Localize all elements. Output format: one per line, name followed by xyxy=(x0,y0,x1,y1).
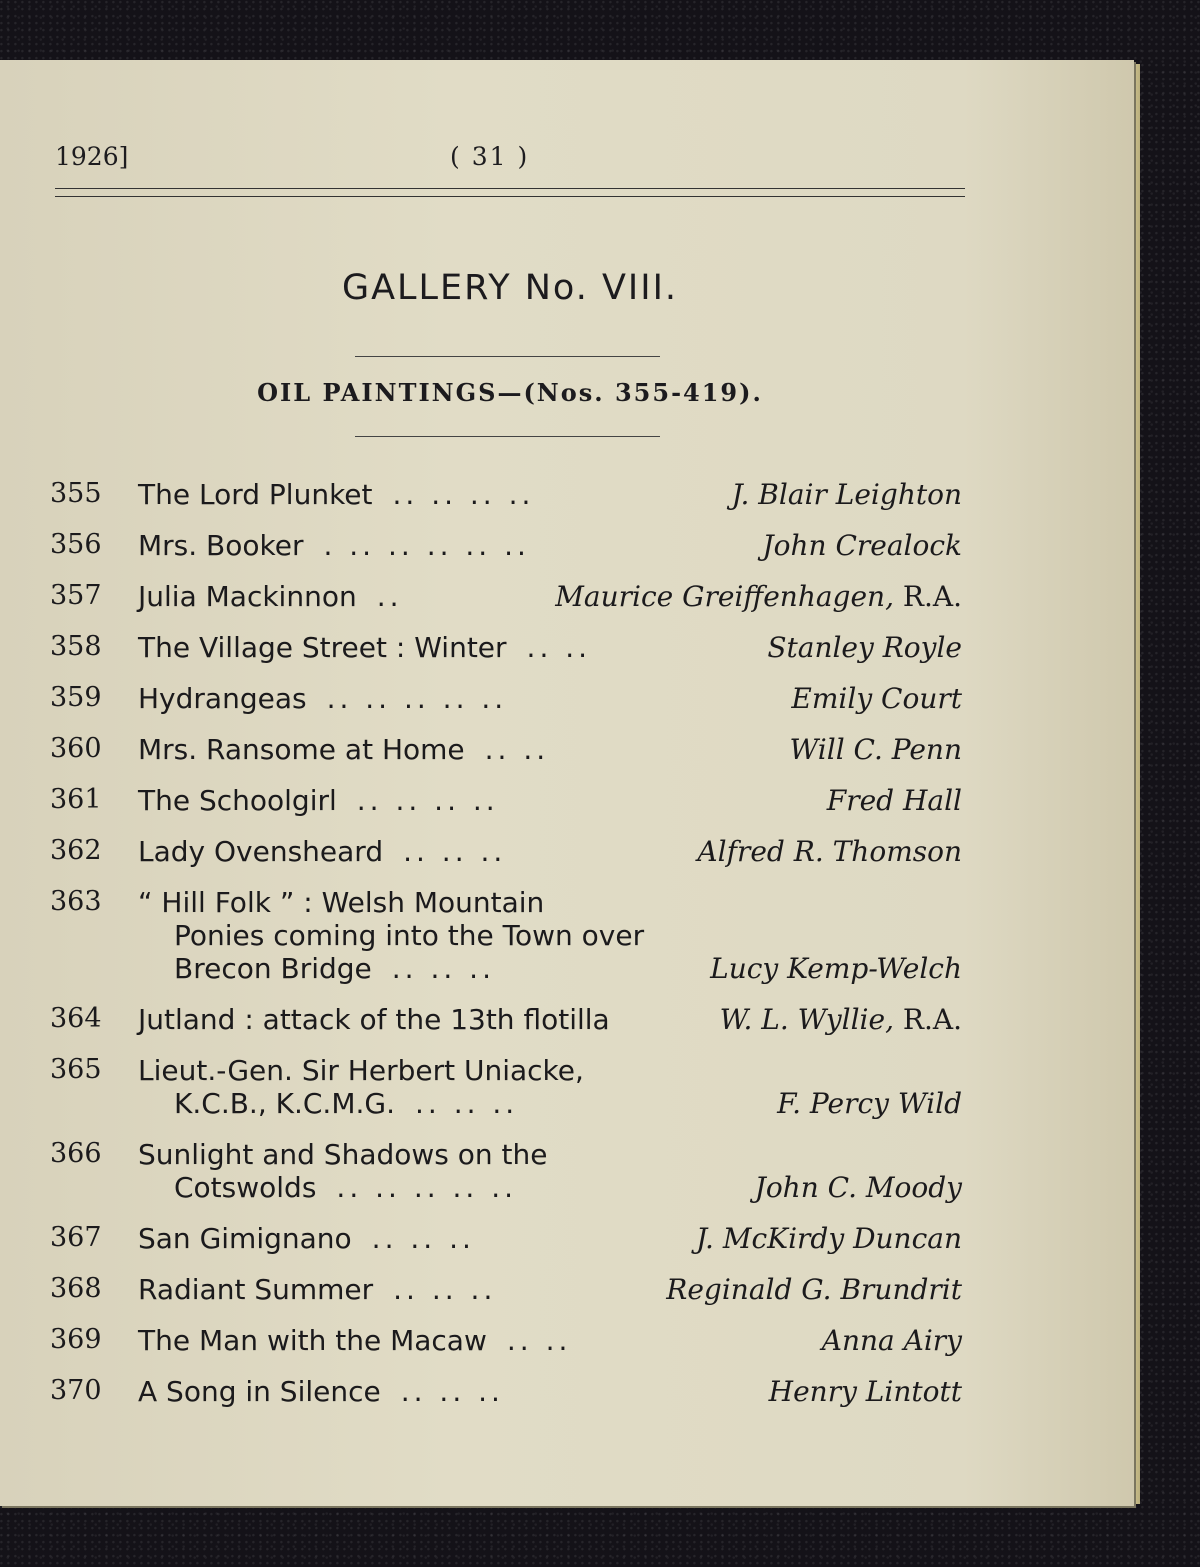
artist-name: Henry Lintott xyxy=(768,1375,962,1408)
entry-title-line xyxy=(174,952,495,985)
entry-title-text: Ponies coming into the Town over xyxy=(174,919,645,952)
catalogue-entry xyxy=(50,1324,962,1363)
artist-name: Fred Hall xyxy=(826,784,962,817)
entry-number: 366 xyxy=(50,1138,102,1169)
entry-title-line xyxy=(138,631,591,664)
catalogue-entry xyxy=(50,784,962,823)
artist-name: Anna Airy xyxy=(821,1324,962,1357)
entry-title-text: Sunlight and Shadows on the xyxy=(138,1138,548,1171)
catalogue-entry xyxy=(50,1222,962,1261)
catalogue-entry xyxy=(50,631,962,670)
entry-title-line xyxy=(138,1324,571,1357)
artist-name: J. Blair Leighton xyxy=(731,478,962,511)
entry-artist xyxy=(777,1087,962,1120)
entry-artist xyxy=(827,784,962,817)
leader-dots: .. .. .. .. .. xyxy=(336,1171,518,1204)
catalogue-entry xyxy=(50,1138,962,1210)
header-year: 1926] xyxy=(55,142,129,171)
entry-title-line xyxy=(174,919,644,952)
artist-name: Will C. Penn xyxy=(789,733,962,766)
entry-title-text: Mrs. Booker xyxy=(138,529,304,562)
entry-number: 355 xyxy=(50,478,102,509)
artist-name: Lucy Kemp-Welch xyxy=(710,952,962,985)
entry-number: 370 xyxy=(50,1375,102,1406)
entry-artist xyxy=(555,580,962,613)
catalogue-entry xyxy=(50,1273,962,1312)
title-rule xyxy=(355,356,660,357)
entry-title-line xyxy=(138,1003,610,1036)
artist-name: W. L. Wyllie, xyxy=(719,1003,894,1036)
entry-number: 365 xyxy=(50,1054,102,1085)
leader-dots: .. .. .. xyxy=(391,952,495,985)
catalogue-entry xyxy=(50,1375,962,1414)
catalogue-entry xyxy=(50,682,962,721)
page-number: ( 31 ) xyxy=(450,142,530,171)
catalogue-entry xyxy=(50,733,962,772)
artist-name: John Crealock xyxy=(762,529,962,562)
artist-name: Maurice Greiffenhagen, xyxy=(555,580,894,613)
entry-artist xyxy=(731,478,962,511)
entry-artist xyxy=(762,529,962,562)
entry-title-line xyxy=(138,1273,496,1306)
leader-dots: . .. .. .. .. .. xyxy=(323,529,530,562)
entry-title-text: The Village Street : Winter xyxy=(138,631,507,664)
page-header xyxy=(55,140,965,180)
entry-title-text: Mrs. Ransome at Home xyxy=(138,733,465,766)
entry-number: 369 xyxy=(50,1324,102,1355)
entry-artist xyxy=(666,1273,962,1306)
catalogue-entry xyxy=(50,478,962,517)
entry-title-line xyxy=(138,1222,475,1255)
artist-name: Alfred R. Thomson xyxy=(697,835,962,868)
artist-name: J. McKirdy Duncan xyxy=(695,1222,962,1255)
catalogue-entry xyxy=(50,1003,962,1042)
entry-title-line xyxy=(174,1087,518,1120)
artist-suffix: R.A. xyxy=(893,1003,962,1036)
entry-number: 357 xyxy=(50,580,102,611)
entry-title-text: Hydrangeas xyxy=(138,682,307,715)
entry-title-line xyxy=(138,580,403,613)
entry-title-line xyxy=(138,886,544,919)
gallery-title: GALLERY No. VIII. xyxy=(341,268,679,308)
leader-dots: .. .. xyxy=(484,733,550,766)
entry-title-text: Radiant Summer xyxy=(138,1273,374,1306)
catalogue-entry xyxy=(50,580,962,619)
leader-dots: .. .. .. xyxy=(400,1375,504,1408)
entry-title-text: Julia Mackinnon xyxy=(138,580,357,613)
entry-number: 356 xyxy=(50,529,102,560)
entry-title-line xyxy=(138,1054,584,1087)
entry-title-line xyxy=(138,733,549,766)
artist-name: Reginald G. Brundrit xyxy=(666,1273,962,1306)
entry-number: 363 xyxy=(50,886,102,917)
entry-title-text: Cotswolds xyxy=(174,1171,317,1204)
subtitle-rule xyxy=(355,436,660,437)
entry-title-text: Lieut.-Gen. Sir Herbert Uniacke, xyxy=(138,1054,584,1087)
leader-dots: .. xyxy=(376,580,403,613)
entry-artist xyxy=(791,682,962,715)
entry-number: 358 xyxy=(50,631,102,662)
entry-artist xyxy=(767,631,962,664)
leader-dots: .. .. .. .. xyxy=(392,478,535,511)
entry-number: 359 xyxy=(50,682,102,713)
leader-dots: .. .. .. .. .. xyxy=(326,682,508,715)
leader-dots: .. .. .. xyxy=(371,1222,475,1255)
entry-title-text: “ Hill Folk ” : Welsh Mountain xyxy=(138,886,545,919)
entry-artist xyxy=(755,1171,962,1204)
entry-number: 367 xyxy=(50,1222,102,1253)
entry-title-text: San Gimignano xyxy=(138,1222,352,1255)
leader-dots: .. .. .. .. xyxy=(356,784,499,817)
entry-number: 368 xyxy=(50,1273,102,1304)
entry-title-line xyxy=(138,682,507,715)
entry-title-text: Brecon Bridge xyxy=(174,952,372,985)
entry-title-text: Jutland : attack of the 13th flotilla xyxy=(138,1003,610,1036)
entry-title-text: The Man with the Macaw xyxy=(138,1324,487,1357)
entry-title-text: K.C.B., K.C.M.G. xyxy=(174,1087,395,1120)
entry-title-line xyxy=(138,1375,504,1408)
artist-name: John C. Moody xyxy=(754,1171,962,1204)
entry-artist xyxy=(696,1222,962,1255)
section-subtitle: OIL PAINTINGS—(Nos. 355-419). xyxy=(257,378,763,407)
entry-artist xyxy=(697,835,962,868)
entry-number: 364 xyxy=(50,1003,102,1034)
artist-name: Emily Court xyxy=(791,682,962,715)
leader-dots: .. .. .. xyxy=(393,1273,497,1306)
entry-title-line xyxy=(174,1171,517,1204)
entry-artist xyxy=(822,1324,962,1357)
entry-title-line xyxy=(138,529,530,562)
header-double-rule xyxy=(55,188,965,197)
entry-title-line xyxy=(138,835,506,868)
entry-title-line xyxy=(138,784,499,817)
entry-number: 362 xyxy=(50,835,102,866)
entry-title-text: A Song in Silence xyxy=(138,1375,381,1408)
catalogue-entry xyxy=(50,1054,962,1126)
catalogue-entry xyxy=(50,529,962,568)
entry-title-text: The Schoolgirl xyxy=(138,784,337,817)
catalogue-entry xyxy=(50,835,962,874)
entry-number: 360 xyxy=(50,733,102,764)
entry-artist xyxy=(790,733,963,766)
entry-title-text: Lady Ovensheard xyxy=(138,835,384,868)
catalogue-entry xyxy=(50,886,962,991)
entry-number: 361 xyxy=(50,784,102,815)
leader-dots: .. .. xyxy=(526,631,592,664)
entry-title-line xyxy=(138,1138,548,1171)
leader-dots: .. .. .. xyxy=(403,835,507,868)
entry-title-text: The Lord Plunket xyxy=(138,478,373,511)
artist-suffix: R.A. xyxy=(893,580,962,613)
artist-name: Stanley Royle xyxy=(767,631,962,664)
artist-name: F. Percy Wild xyxy=(777,1087,962,1120)
entry-artist xyxy=(769,1375,962,1408)
leader-dots: .. .. xyxy=(506,1324,572,1357)
entry-artist xyxy=(720,1003,962,1036)
leader-dots: .. .. .. xyxy=(415,1087,519,1120)
entry-title-line xyxy=(138,478,534,511)
entry-artist xyxy=(710,952,962,985)
